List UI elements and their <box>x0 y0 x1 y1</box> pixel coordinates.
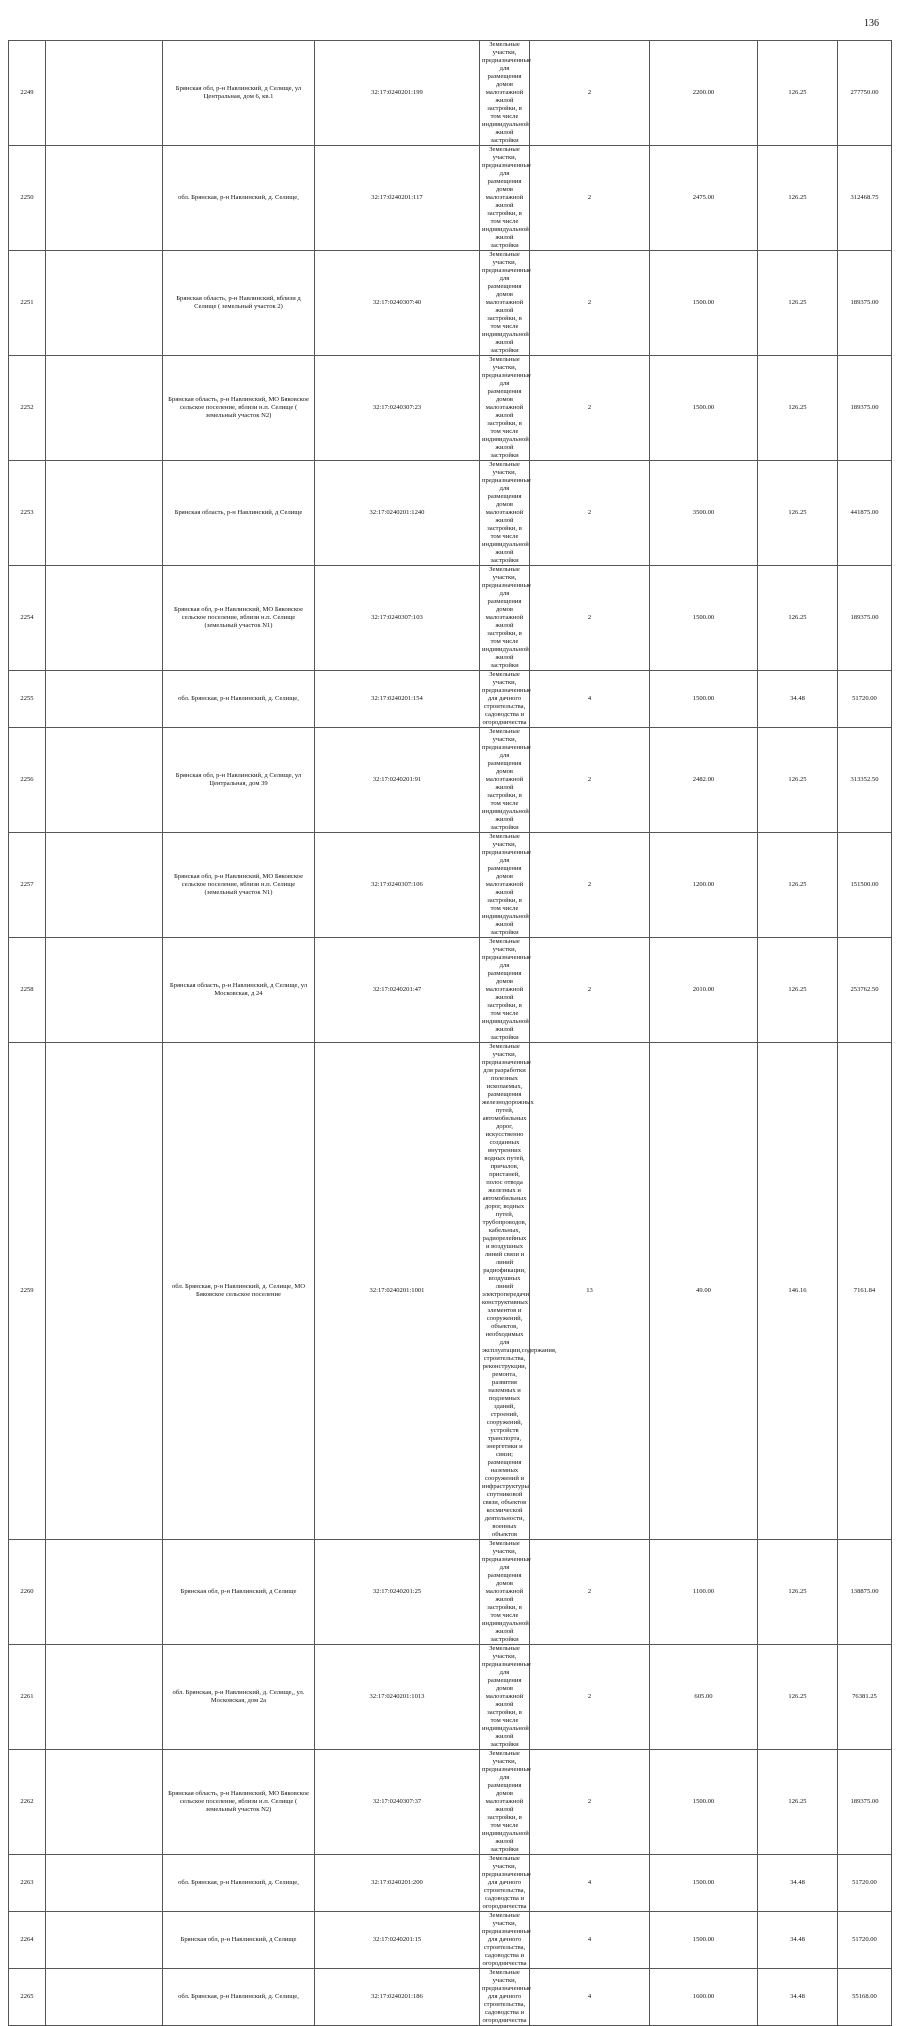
table-row <box>9 1855 892 1912</box>
blank-cell <box>46 671 163 728</box>
land-use-cell: Земельные участки, предназначенные для размещения домов малоэтажной жилой застройки, в том числе индивидуальной жилой застройки <box>480 461 530 566</box>
group-cell: 2 <box>530 461 650 566</box>
cadastral-value-cell: 189375.00 <box>838 356 892 461</box>
area-cell: 2475.00 <box>650 146 758 251</box>
group-cell: 2 <box>530 1540 650 1645</box>
table-row <box>9 833 892 938</box>
cadastral-number-cell: 32:17:0240307:23 <box>315 356 480 461</box>
land-use-cell: Земельные участки, предназначенные для размещения домов малоэтажной жилой застройки, в том числе индивидуальной жилой застройки <box>480 146 530 251</box>
cadastral-number-cell: 32:17:0240201:25 <box>315 1540 480 1645</box>
land-use-cell: Земельные участки, предназначенные для размещения домов малоэтажной жилой застройки, в том числе индивидуальной жилой застройки <box>480 1750 530 1855</box>
blank-cell <box>46 728 163 833</box>
area-cell: 1100.00 <box>650 1540 758 1645</box>
table-row <box>9 566 892 671</box>
cadastral-number-cell: 32:17:0240307:103 <box>315 566 480 671</box>
cadastral-value-cell: 189375.00 <box>838 566 892 671</box>
address-cell: Брянская обл, р-н Навлинский, д Селище, ул Центральная, дом 39 <box>163 728 315 833</box>
blank-cell <box>46 146 163 251</box>
cadastral-number-cell: 32:17:0240201:1240 <box>315 461 480 566</box>
address-cell: Брянская область, р-н Навлинский, д Селище, ул Московская, д 24 <box>163 938 315 1043</box>
rate-cell: 126.25 <box>758 356 838 461</box>
blank-cell <box>46 1855 163 1912</box>
table-row <box>9 41 892 146</box>
cadastral-value-cell: 7161.84 <box>838 1043 892 1540</box>
row-number-cell: 2255 <box>9 671 46 728</box>
blank-cell <box>46 41 163 146</box>
rate-cell: 34.48 <box>758 1969 838 2026</box>
blank-cell <box>46 833 163 938</box>
blank-cell <box>46 938 163 1043</box>
row-number-cell: 2257 <box>9 833 46 938</box>
row-number-cell: 2254 <box>9 566 46 671</box>
group-cell: 2 <box>530 41 650 146</box>
row-number-cell: 2259 <box>9 1043 46 1540</box>
row-number-cell: 2262 <box>9 1750 46 1855</box>
cadastral-value-cell: 277750.00 <box>838 41 892 146</box>
cadastral-value-cell: 51720.00 <box>838 1855 892 1912</box>
cadastral-number-cell: 32:17:0240201:1013 <box>315 1645 480 1750</box>
rate-cell: 146.16 <box>758 1043 838 1540</box>
rate-cell: 34.48 <box>758 1855 838 1912</box>
rate-cell: 126.25 <box>758 461 838 566</box>
row-number-cell: 2252 <box>9 356 46 461</box>
table-row <box>9 1750 892 1855</box>
area-cell: 2200.00 <box>650 41 758 146</box>
address-cell: обл. Брянская, р-н Навлинский, д. Селище, <box>163 1969 315 2026</box>
land-use-cell: Земельные участки, предназначенные для размещения домов малоэтажной жилой застройки, в том числе индивидуальной жилой застройки <box>480 938 530 1043</box>
table-row <box>9 461 892 566</box>
rate-cell: 126.25 <box>758 146 838 251</box>
row-number-cell: 2261 <box>9 1645 46 1750</box>
area-cell: 3500.00 <box>650 461 758 566</box>
cadastral-number-cell: 32:17:0240201:200 <box>315 1855 480 1912</box>
group-cell: 2 <box>530 728 650 833</box>
group-cell: 2 <box>530 251 650 356</box>
cadastral-number-cell: 32:17:0240201:47 <box>315 938 480 1043</box>
row-number-cell: 2251 <box>9 251 46 356</box>
area-cell: 1600.00 <box>650 1969 758 2026</box>
row-number-cell: 2263 <box>9 1855 46 1912</box>
land-use-cell: Земельные участки, предназначенные для размещения домов малоэтажной жилой застройки, в том числе индивидуальной жилой застройки <box>480 728 530 833</box>
land-use-cell: Земельные участки, предназначенные для размещения домов малоэтажной жилой застройки, в том числе индивидуальной жилой застройки <box>480 1540 530 1645</box>
address-cell: Брянская обл, р-н Навлинский, д Селище <box>163 1540 315 1645</box>
table-row <box>9 146 892 251</box>
cadastral-value-cell: 189375.00 <box>838 1750 892 1855</box>
group-cell: 2 <box>530 938 650 1043</box>
blank-cell <box>46 461 163 566</box>
area-cell: 605.00 <box>650 1645 758 1750</box>
land-use-cell: Земельные участки, предназначенные для размещения домов малоэтажной жилой застройки, в том числе индивидуальной жилой застройки <box>480 833 530 938</box>
address-cell: обл. Брянская, р-н Навлинский, д. Селище, <box>163 146 315 251</box>
cadastral-number-cell: 32:17:0240201:199 <box>315 41 480 146</box>
table-row <box>9 1043 892 1540</box>
rate-cell: 126.25 <box>758 1750 838 1855</box>
land-use-cell: Земельные участки, предназначенные для дачного строительства, садоводства и огородничества <box>480 1969 530 2026</box>
table-row <box>9 938 892 1043</box>
rate-cell: 126.25 <box>758 1540 838 1645</box>
area-cell: 1500.00 <box>650 1912 758 1969</box>
address-cell: Брянская обл, р-н Навлинский, МО Бяковское сельское поселение, вблизи н.п. Селище (земельный участок N1) <box>163 833 315 938</box>
blank-cell <box>46 1540 163 1645</box>
table-row <box>9 356 892 461</box>
address-cell: Брянская обл, р-н Навлинский, МО Бяковское сельское поселение, вблизи н.п. Селище (земельный участок N1) <box>163 566 315 671</box>
group-cell: 4 <box>530 671 650 728</box>
rate-cell: 126.25 <box>758 938 838 1043</box>
land-use-cell: Земельные участки, предназначенные для размещения домов малоэтажной жилой застройки, в том числе индивидуальной жилой застройки <box>480 251 530 356</box>
address-cell: Брянская область, р-н Навлинский, МО Бяковское сельское поселение, вблизи н.п. Селище ( земельный участок N2) <box>163 356 315 461</box>
rate-cell: 34.48 <box>758 1912 838 1969</box>
cadastral-value-cell: 76381.25 <box>838 1645 892 1750</box>
address-cell: обл. Брянская, р-н Навлинский, д. Селище, <box>163 1855 315 1912</box>
row-number-cell: 2265 <box>9 1969 46 2026</box>
blank-cell <box>46 1645 163 1750</box>
area-cell: 1500.00 <box>650 356 758 461</box>
blank-cell <box>46 1043 163 1540</box>
blank-cell <box>46 356 163 461</box>
table-row <box>9 1969 892 2026</box>
area-cell: 2482.00 <box>650 728 758 833</box>
group-cell: 4 <box>530 1855 650 1912</box>
address-cell: Брянская область, р-н Навлинский, МО Бяковское сельское поселение, вблизи н.п. Селище ( земельный участок N2) <box>163 1750 315 1855</box>
cadastral-value-cell: 51720.00 <box>838 671 892 728</box>
area-cell: 49.00 <box>650 1043 758 1540</box>
row-number-cell: 2264 <box>9 1912 46 1969</box>
cadastral-number-cell: 32:17:0240307:37 <box>315 1750 480 1855</box>
rate-cell: 126.25 <box>758 566 838 671</box>
cadastral-number-cell: 32:17:0240201:186 <box>315 1969 480 2026</box>
row-number-cell: 2253 <box>9 461 46 566</box>
row-number-cell: 2250 <box>9 146 46 251</box>
cadastral-number-cell: 32:17:0240307:40 <box>315 251 480 356</box>
table-row <box>9 671 892 728</box>
cadastral-value-cell: 253762.50 <box>838 938 892 1043</box>
address-cell: обл. Брянская, р-н Навлинский, д. Селище,, ул. Московская, дом 2а <box>163 1645 315 1750</box>
land-use-cell: Земельные участки, предназначенные для размещения домов малоэтажной жилой застройки, в том числе индивидуальной жилой застройки <box>480 566 530 671</box>
blank-cell <box>46 1912 163 1969</box>
table-row <box>9 1645 892 1750</box>
page-number: 136 <box>864 18 879 29</box>
land-use-cell: Земельные участки, предназначенные для размещения домов малоэтажной жилой застройки, в том числе индивидуальной жилой застройки <box>480 1645 530 1750</box>
area-cell: 1500.00 <box>650 671 758 728</box>
area-cell: 1500.00 <box>650 251 758 356</box>
group-cell: 2 <box>530 566 650 671</box>
land-registry-table <box>8 40 892 2026</box>
area-cell: 1500.00 <box>650 1750 758 1855</box>
land-use-cell: Земельные участки, предназначенные для дачного строительства, садоводства и огородничества <box>480 671 530 728</box>
table-row <box>9 728 892 833</box>
rate-cell: 126.25 <box>758 41 838 146</box>
cadastral-value-cell: 189375.00 <box>838 251 892 356</box>
rate-cell: 126.25 <box>758 251 838 356</box>
row-number-cell: 2249 <box>9 41 46 146</box>
land-use-cell: Земельные участки, предназначенные для дачного строительства, садоводства и огородничества <box>480 1912 530 1969</box>
blank-cell <box>46 1750 163 1855</box>
cadastral-number-cell: 32:17:0240201:154 <box>315 671 480 728</box>
blank-cell <box>46 566 163 671</box>
address-cell: Брянская обл, р-н Навлинский, д Селище, ул Центральная, дом 6, кв.1 <box>163 41 315 146</box>
cadastral-value-cell: 55168.00 <box>838 1969 892 2026</box>
group-cell: 4 <box>530 1969 650 2026</box>
cadastral-value-cell: 138875.00 <box>838 1540 892 1645</box>
row-number-cell: 2256 <box>9 728 46 833</box>
cadastral-number-cell: 32:17:0240307:106 <box>315 833 480 938</box>
cadastral-number-cell: 32:17:0240201:117 <box>315 146 480 251</box>
area-cell: 1500.00 <box>650 566 758 671</box>
cadastral-value-cell: 313352.50 <box>838 728 892 833</box>
cadastral-number-cell: 32:17:0240201:15 <box>315 1912 480 1969</box>
row-number-cell: 2258 <box>9 938 46 1043</box>
land-use-cell: Земельные участки, предназначенные для разработки полезных ископаемых, размещения железнодорожных путей, автомобильных дорог, искусственно созданных внутренних водных путей, причалов, пристаней, полос отвода железных и автомобильных дорог, водных путей, трубопроводов, кабельных, радиорелейных и воздушных линий связи и линий радиофикации, воздушных линий электропередачи конструктивных элементов и сооружений, объектов, необходимых для эксплуатации,содержания, строительства, реконструкции, ремонта, развития наземных и подземных зданий, строений, сооружений, устройств транспорта, энергетики и связи; размещения наземных сооружений и инфраструктуры спутниковой связи, объектов космической деятельности, военных объектов <box>480 1043 530 1540</box>
address-cell: обл. Брянская, р-н Навлинский, д. Селище, МО Бяковское сельское поселение <box>163 1043 315 1540</box>
area-cell: 2010.00 <box>650 938 758 1043</box>
rate-cell: 126.25 <box>758 1645 838 1750</box>
group-cell: 13 <box>530 1043 650 1540</box>
cadastral-value-cell: 441875.00 <box>838 461 892 566</box>
table-row <box>9 1540 892 1645</box>
area-cell: 1500.00 <box>650 1855 758 1912</box>
address-cell: обл. Брянская, р-н Навлинский, д. Селище, <box>163 671 315 728</box>
rate-cell: 126.25 <box>758 833 838 938</box>
address-cell: Брянская область, р-н Навлинский, вблизи д Селище ( земельный участок 2) <box>163 251 315 356</box>
group-cell: 2 <box>530 833 650 938</box>
cadastral-value-cell: 312468.75 <box>838 146 892 251</box>
group-cell: 2 <box>530 1645 650 1750</box>
cadastral-number-cell: 32:17:0240201:1001 <box>315 1043 480 1540</box>
blank-cell <box>46 251 163 356</box>
table-row <box>9 251 892 356</box>
rate-cell: 126.25 <box>758 728 838 833</box>
cadastral-value-cell: 151500.00 <box>838 833 892 938</box>
group-cell: 2 <box>530 1750 650 1855</box>
area-cell: 1200.00 <box>650 833 758 938</box>
cadastral-value-cell: 51720.00 <box>838 1912 892 1969</box>
address-cell: Брянская обл, р-н Навлинский, д Селище <box>163 1912 315 1969</box>
land-use-cell: Земельные участки, предназначенные для дачного строительства, садоводства и огородничества <box>480 1855 530 1912</box>
rate-cell: 34.48 <box>758 671 838 728</box>
row-number-cell: 2260 <box>9 1540 46 1645</box>
land-use-cell: Земельные участки, предназначенные для размещения домов малоэтажной жилой застройки, в том числе индивидуальной жилой застройки <box>480 41 530 146</box>
group-cell: 4 <box>530 1912 650 1969</box>
group-cell: 2 <box>530 146 650 251</box>
group-cell: 2 <box>530 356 650 461</box>
land-use-cell: Земельные участки, предназначенные для размещения домов малоэтажной жилой застройки, в том числе индивидуальной жилой застройки <box>480 356 530 461</box>
cadastral-number-cell: 32:17:0240201:91 <box>315 728 480 833</box>
address-cell: Брянская область, р-н Навлинский, д Селище <box>163 461 315 566</box>
blank-cell <box>46 1969 163 2026</box>
table-row <box>9 1912 892 1969</box>
